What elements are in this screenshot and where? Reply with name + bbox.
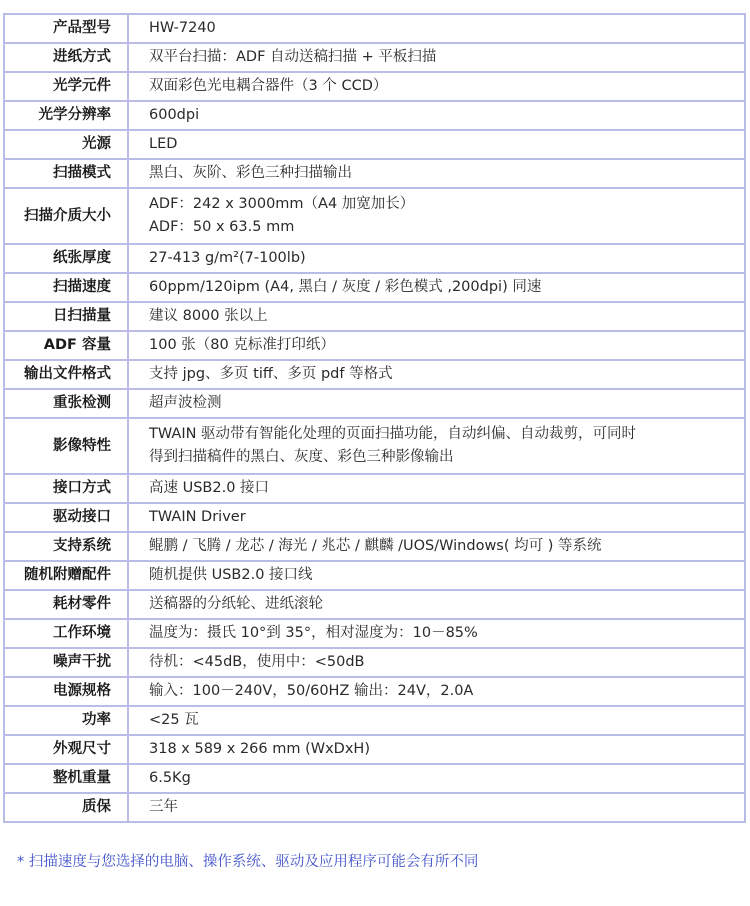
spec-value-line: 双面彩色光电耦合器件（3 个 CCD） <box>149 78 388 94</box>
spec-row <box>4 130 745 159</box>
spec-value <box>128 706 745 735</box>
spec-value <box>128 14 745 43</box>
spec-row <box>4 764 745 793</box>
spec-label: 日扫描量 <box>4 302 128 331</box>
spec-value-line: TWAIN 驱动带有智能化处理的页面扫描功能，自动纠偏、自动裁剪，可同时 <box>149 426 637 442</box>
spec-value-line: 三年 <box>149 799 178 815</box>
spec-value <box>128 418 745 474</box>
spec-value-line: 鲲鹏 / 飞腾 / 龙芯 / 海光 / 兆芯 / 麒麟 /UOS/Windows( 均可 ) 等系统 <box>149 538 602 554</box>
spec-value-line: TWAIN Driver <box>149 509 246 525</box>
spec-label: 重张检测 <box>4 389 128 418</box>
spec-value <box>128 503 745 532</box>
spec-row <box>4 503 745 532</box>
spec-value <box>128 677 745 706</box>
spec-label: 扫描介质大小 <box>4 188 128 244</box>
spec-label: ADF 容量 <box>4 331 128 360</box>
spec-value-line: 27-413 g/m²(7-100lb) <box>149 250 306 266</box>
spec-label: 电源规格 <box>4 677 128 706</box>
spec-value <box>128 735 745 764</box>
spec-value <box>128 244 745 273</box>
spec-value-line: 输入：100－240V，50/60HZ 输出：24V，2.0A <box>149 683 474 699</box>
spec-value <box>128 619 745 648</box>
spec-row <box>4 302 745 331</box>
spec-value <box>128 474 745 503</box>
spec-label: 光学元件 <box>4 72 128 101</box>
spec-value-line: 超声波检测 <box>149 395 222 411</box>
spec-row <box>4 14 745 43</box>
spec-value-line: ADF：242 x 3000mm（A4 加宽加长） <box>149 196 415 212</box>
spec-label: 扫描模式 <box>4 159 128 188</box>
spec-value <box>128 389 745 418</box>
spec-row <box>4 619 745 648</box>
spec-value <box>128 302 745 331</box>
spec-label: 接口方式 <box>4 474 128 503</box>
spec-value <box>128 764 745 793</box>
spec-row <box>4 735 745 764</box>
spec-row <box>4 677 745 706</box>
spec-value-line: LED <box>149 136 178 152</box>
spec-row <box>4 561 745 590</box>
spec-value <box>128 648 745 677</box>
spec-row <box>4 532 745 561</box>
spec-value <box>128 72 745 101</box>
spec-value-line: 100 张（80 克标准打印纸） <box>149 337 335 353</box>
spec-row <box>4 159 745 188</box>
spec-label: 耗材零件 <box>4 590 128 619</box>
spec-row <box>4 418 745 474</box>
spec-label: 扫描速度 <box>4 273 128 302</box>
spec-row <box>4 793 745 822</box>
spec-value-line: 高速 USB2.0 接口 <box>149 480 270 496</box>
spec-value <box>128 130 745 159</box>
spec-row <box>4 648 745 677</box>
spec-label: 噪声干扰 <box>4 648 128 677</box>
spec-label: 功率 <box>4 706 128 735</box>
spec-value <box>128 159 745 188</box>
spec-label: 输出文件格式 <box>4 360 128 389</box>
spec-table <box>3 13 746 823</box>
spec-value-line: 温度为：摄氏 10°到 35°，相对湿度为：10－85% <box>149 625 478 641</box>
spec-value-line: ADF：50 x 63.5 mm <box>149 219 295 235</box>
spec-label: 外观尺寸 <box>4 735 128 764</box>
spec-label: 工作环境 <box>4 619 128 648</box>
spec-label: 光学分辨率 <box>4 101 128 130</box>
spec-value-line: HW-7240 <box>149 20 216 36</box>
spec-row <box>4 43 745 72</box>
spec-value <box>128 101 745 130</box>
spec-value-line: <25 瓦 <box>149 712 199 728</box>
spec-value-line: 送稿器的分纸轮、进纸滚轮 <box>149 596 323 612</box>
spec-value <box>128 273 745 302</box>
spec-value-line: 60ppm/120ipm (A4, 黑白 / 灰度 / 彩色模式 ,200dpi) 同速 <box>149 279 542 295</box>
spec-label: 随机附赠配件 <box>4 561 128 590</box>
spec-value-line: 建议 8000 张以上 <box>149 308 268 324</box>
spec-label: 支持系统 <box>4 532 128 561</box>
spec-value <box>128 360 745 389</box>
spec-value <box>128 532 745 561</box>
spec-table-body <box>4 14 745 822</box>
spec-row <box>4 331 745 360</box>
spec-row <box>4 101 745 130</box>
spec-row <box>4 360 745 389</box>
spec-label: 纸张厚度 <box>4 244 128 273</box>
spec-label: 光源 <box>4 130 128 159</box>
spec-value-line: 待机：<45dB，使用中：<50dB <box>149 654 365 670</box>
spec-value <box>128 590 745 619</box>
spec-row <box>4 706 745 735</box>
spec-row <box>4 590 745 619</box>
spec-row <box>4 72 745 101</box>
spec-value-line: 黑白、灰阶、彩色三种扫描输出 <box>149 165 352 181</box>
spec-value <box>128 188 745 244</box>
spec-value <box>128 793 745 822</box>
spec-value-line: 随机提供 USB2.0 接口线 <box>149 567 313 583</box>
spec-value <box>128 331 745 360</box>
spec-label: 进纸方式 <box>4 43 128 72</box>
footnote: * 扫描速度与您选择的电脑、操作系统、驱动及应用程序可能会有所不同 <box>17 854 479 870</box>
spec-row <box>4 244 745 273</box>
spec-value-line: 支持 jpg、多页 tiff、多页 pdf 等格式 <box>149 366 393 382</box>
spec-value-line: 600dpi <box>149 107 200 123</box>
spec-row <box>4 273 745 302</box>
spec-value-line: 6.5Kg <box>149 770 191 786</box>
spec-row <box>4 474 745 503</box>
spec-label: 驱动接口 <box>4 503 128 532</box>
spec-label: 质保 <box>4 793 128 822</box>
spec-label: 产品型号 <box>4 14 128 43</box>
spec-row <box>4 188 745 244</box>
spec-row <box>4 389 745 418</box>
spec-value <box>128 561 745 590</box>
spec-value-line: 得到扫描稿件的黑白、灰度、彩色三种影像输出 <box>149 449 454 465</box>
spec-value <box>128 43 745 72</box>
spec-label: 整机重量 <box>4 764 128 793</box>
spec-label: 影像特性 <box>4 418 128 474</box>
spec-value-line: 318 x 589 x 266 mm (WxDxH) <box>149 741 370 757</box>
spec-value-line: 双平台扫描：ADF 自动送稿扫描 + 平板扫描 <box>149 49 437 65</box>
